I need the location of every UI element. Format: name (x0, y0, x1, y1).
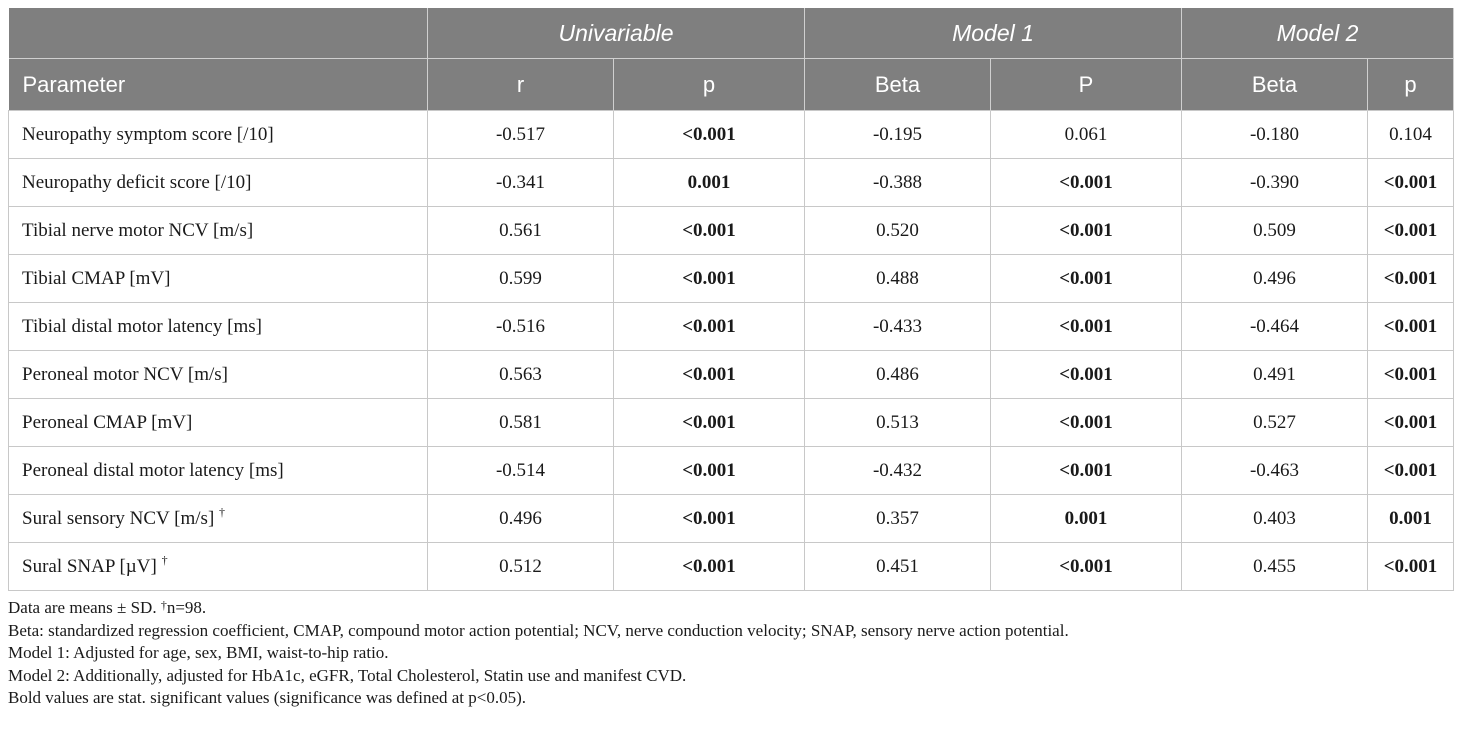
parameter-cell (9, 399, 428, 447)
column-header-row (9, 59, 1454, 111)
beta-model-1-cell: -0.388 (805, 159, 991, 207)
parameter-label: Tibial distal motor latency [ms] (22, 315, 262, 337)
beta-model-2-cell: 0.455 (1182, 543, 1368, 591)
column-header-r: r (428, 59, 614, 111)
beta-model-2-cell: 0.403 (1182, 495, 1368, 543)
p-univariable-cell: <0.001 (614, 543, 805, 591)
p-model-2-cell: <0.001 (1368, 351, 1454, 399)
p-model-1-cell: 0.001 (991, 495, 1182, 543)
footnote-line: Beta: standardized regression coefficient, CMAP, compound motor action potential; NCV, nerve conduction velocity; SNAP, sensory nerve action potential. (8, 620, 1069, 640)
p-model-2-cell: 0.104 (1368, 111, 1454, 159)
r-value-cell: 0.561 (428, 207, 614, 255)
beta-model-1-cell: 0.451 (805, 543, 991, 591)
table-row (9, 399, 1454, 447)
p-model-1-cell: <0.001 (991, 207, 1182, 255)
r-value-cell: -0.517 (428, 111, 614, 159)
group-header-row (9, 8, 1454, 59)
table-footnotes (8, 597, 1453, 710)
p-model-2-cell: <0.001 (1368, 543, 1454, 591)
beta-model-2-cell: -0.463 (1182, 447, 1368, 495)
p-univariable-cell: <0.001 (614, 207, 805, 255)
parameter-cell (9, 207, 428, 255)
beta-model-1-cell: -0.432 (805, 447, 991, 495)
r-value-cell: 0.512 (428, 543, 614, 591)
p-univariable-cell: <0.001 (614, 351, 805, 399)
beta-model-1-cell: 0.486 (805, 351, 991, 399)
group-header-model-1: Model 1 (805, 8, 1182, 59)
beta-model-2-cell: -0.464 (1182, 303, 1368, 351)
footnote-text: n=98. (166, 598, 207, 617)
results-table-container (8, 8, 1453, 710)
beta-model-1-cell: 0.513 (805, 399, 991, 447)
parameter-cell (9, 159, 428, 207)
table-row (9, 207, 1454, 255)
table-row (9, 159, 1454, 207)
column-header-p-model-1: P (991, 59, 1182, 111)
parameter-label: Tibial CMAP [mV] (22, 267, 171, 289)
r-value-cell: 0.581 (428, 399, 614, 447)
p-univariable-cell: 0.001 (614, 159, 805, 207)
beta-model-2-cell: 0.527 (1182, 399, 1368, 447)
footnote-line: Model 1: Adjusted for age, sex, BMI, waist-to-hip ratio. (8, 643, 389, 662)
beta-model-1-cell: 0.488 (805, 255, 991, 303)
beta-model-1-cell: 0.520 (805, 207, 991, 255)
table-body (9, 111, 1454, 591)
r-value-cell: -0.514 (428, 447, 614, 495)
table-row (9, 255, 1454, 303)
dagger-mark: † (160, 598, 167, 612)
parameter-cell (9, 255, 428, 303)
p-univariable-cell: <0.001 (614, 495, 805, 543)
column-header-beta-model-2: Beta (1182, 59, 1368, 111)
p-univariable-cell: <0.001 (614, 111, 805, 159)
p-model-1-cell: <0.001 (991, 399, 1182, 447)
r-value-cell: 0.496 (428, 495, 614, 543)
p-model-1-cell: 0.061 (991, 111, 1182, 159)
parameter-cell (9, 495, 428, 543)
table-row (9, 543, 1454, 591)
p-model-2-cell: <0.001 (1368, 255, 1454, 303)
p-model-1-cell: <0.001 (991, 543, 1182, 591)
p-univariable-cell: <0.001 (614, 303, 805, 351)
r-value-cell: 0.563 (428, 351, 614, 399)
p-model-2-cell: <0.001 (1368, 303, 1454, 351)
parameter-label: Sural SNAP [µV] (22, 555, 162, 577)
p-model-1-cell: <0.001 (991, 351, 1182, 399)
column-header-parameter: Parameter (9, 59, 428, 111)
p-model-2-cell: <0.001 (1368, 207, 1454, 255)
beta-model-2-cell: -0.390 (1182, 159, 1368, 207)
footnote-line: Model 2: Additionally, adjusted for HbA1c, eGFR, Total Cholesterol, Statin use and manifest CVD. (8, 665, 687, 685)
beta-model-1-cell: -0.195 (805, 111, 991, 159)
p-univariable-cell: <0.001 (614, 399, 805, 447)
p-univariable-cell: <0.001 (614, 447, 805, 495)
dagger-mark: † (219, 504, 226, 519)
footnote-text: Data are means ± SD. (8, 598, 161, 617)
footnote-line (8, 597, 1453, 620)
p-model-1-cell: <0.001 (991, 159, 1182, 207)
parameter-label: Neuropathy symptom score [/10] (22, 123, 274, 145)
p-univariable-cell: <0.001 (614, 255, 805, 303)
parameter-label: Peroneal motor NCV [m/s] (22, 363, 228, 385)
parameter-label: Peroneal CMAP [mV] (22, 411, 193, 433)
column-header-p-model-2: p (1368, 59, 1454, 111)
beta-model-2-cell: 0.509 (1182, 207, 1368, 255)
group-header-model-2: Model 2 (1182, 8, 1454, 59)
table-row (9, 447, 1454, 495)
p-model-2-cell: 0.001 (1368, 495, 1454, 543)
r-value-cell: -0.341 (428, 159, 614, 207)
parameter-label: Tibial nerve motor NCV [m/s] (22, 219, 254, 241)
parameter-cell (9, 303, 428, 351)
r-value-cell: 0.599 (428, 255, 614, 303)
beta-model-1-cell: -0.433 (805, 303, 991, 351)
p-model-1-cell: <0.001 (991, 303, 1182, 351)
beta-model-2-cell: 0.496 (1182, 255, 1368, 303)
p-model-2-cell: <0.001 (1368, 399, 1454, 447)
footnote-line: Bold values are stat. significant values (significance was defined at p<0.05). (8, 688, 527, 707)
parameter-label: Peroneal distal motor latency [ms] (22, 459, 284, 481)
group-header-univariable: Univariable (428, 8, 805, 59)
beta-model-2-cell: 0.491 (1182, 351, 1368, 399)
parameter-label: Sural sensory NCV [m/s] (22, 507, 220, 529)
column-header-p-univariable: p (614, 59, 805, 111)
parameter-cell (9, 447, 428, 495)
table-row (9, 495, 1454, 543)
dagger-mark: † (161, 552, 168, 567)
p-model-2-cell: <0.001 (1368, 447, 1454, 495)
parameter-cell (9, 351, 428, 399)
regression-table (8, 8, 1454, 591)
p-model-1-cell: <0.001 (991, 447, 1182, 495)
p-model-1-cell: <0.001 (991, 255, 1182, 303)
table-row (9, 111, 1454, 159)
parameter-label: Neuropathy deficit score [/10] (22, 171, 252, 193)
beta-model-1-cell: 0.357 (805, 495, 991, 543)
table-row (9, 303, 1454, 351)
table-row (9, 351, 1454, 399)
column-header-beta-model-1: Beta (805, 59, 991, 111)
parameter-cell (9, 543, 428, 591)
beta-model-2-cell: -0.180 (1182, 111, 1368, 159)
r-value-cell: -0.516 (428, 303, 614, 351)
group-header-blank (9, 8, 428, 59)
parameter-cell (9, 111, 428, 159)
p-model-2-cell: <0.001 (1368, 159, 1454, 207)
